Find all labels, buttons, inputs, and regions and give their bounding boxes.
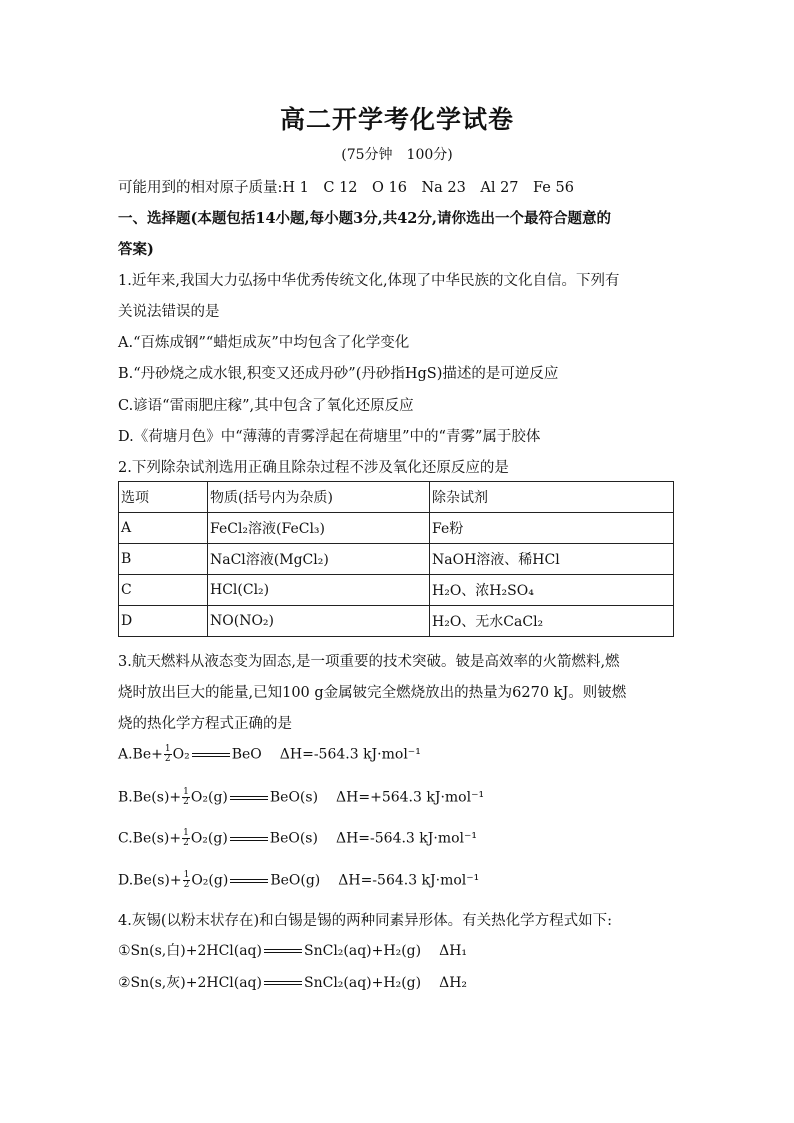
atomic-masses: 可能用到的相对原子质量:H 1 C 12 O 16 Na 23 Al 27 Fe 56 xyxy=(118,180,574,196)
table-cell: NaCl溶液(MgCl₂) xyxy=(208,544,430,575)
q2-table xyxy=(118,481,674,637)
fraction-half: $\frac{1}{2}$ xyxy=(183,787,189,807)
table-cell: NO(NO₂) xyxy=(208,606,430,637)
exam-duration-score: (75分钟 100分) xyxy=(341,147,453,163)
table-header: 物质(括号内为杂质) xyxy=(208,482,430,513)
q1-option-b: B.“丹砂烧之成水银,积变又还成丹砂”(丹砂指HgS)描述的是可逆反应 xyxy=(118,366,559,382)
table-cell: A xyxy=(119,513,208,544)
q3-stem: 3.航天燃料从液态变为固态,是一项重要的技术突破。铍是高效率的火箭燃料,燃 xyxy=(118,654,620,670)
equals-sign-icon xyxy=(230,879,268,883)
equals-sign-icon xyxy=(230,837,268,841)
table-row xyxy=(119,575,674,606)
q1-stem: 1.近年来,我国大力弘扬中华优秀传统文化,体现了中华民族的文化自信。下列有 xyxy=(118,273,620,289)
q4-equation-2: ②Sn(s,灰)+2HCl(aq) SnCl₂(aq)+H₂(g) ΔH₂ xyxy=(118,975,468,991)
table-header-row xyxy=(119,482,674,513)
table-cell: B xyxy=(119,544,208,575)
q3-option-d: D.Be(s)+ $\frac{1}{2}$ O₂(g) BeO(g) ΔH=-564.3 kJ·mol⁻¹ xyxy=(118,870,480,890)
equals-sign-icon xyxy=(264,949,302,953)
q2-stem: 2.下列除杂试剂选用正确且除杂过程不涉及氧化还原反应的是 xyxy=(118,460,509,476)
q1-stem-cont: 关说法错误的是 xyxy=(118,304,220,320)
q3-stem-cont2: 烧的热化学方程式正确的是 xyxy=(118,716,292,732)
q4-stem: 4.灰锡(以粉末状存在)和白锡是锡的两种同素异形体。有关热化学方程式如下: xyxy=(118,913,613,929)
q3-option-a: A.Be+ $\frac{1}{2}$ O₂ BeO ΔH=-564.3 kJ·mol⁻¹ xyxy=(118,744,421,764)
table-cell: HCl(Cl₂) xyxy=(208,575,430,606)
table-cell: FeCl₂溶液(FeCl₃) xyxy=(208,513,430,544)
table-cell: C xyxy=(119,575,208,606)
equals-sign-icon xyxy=(230,796,268,800)
page-title: 高二开学考化学试卷 xyxy=(279,105,514,134)
q3-option-c: C.Be(s)+ $\frac{1}{2}$ O₂(g) BeO(s) ΔH=-564.3 kJ·mol⁻¹ xyxy=(118,828,478,848)
q3-stem-cont: 烧时放出巨大的能量,已知100 g金属铍完全燃烧放出的热量为6270 kJ。则铍燃 xyxy=(118,685,627,701)
fraction-half: $\frac{1}{2}$ xyxy=(183,828,189,848)
q3-option-b: B.Be(s)+ $\frac{1}{2}$ O₂(g) BeO(s) ΔH=+564.3 kJ·mol⁻¹ xyxy=(118,787,485,807)
table-cell: Fe粉 xyxy=(430,513,674,544)
q4-equation-1: ①Sn(s,白)+2HCl(aq) SnCl₂(aq)+H₂(g) ΔH₁ xyxy=(118,943,468,959)
table-cell: D xyxy=(119,606,208,637)
fraction-half: $\frac{1}{2}$ xyxy=(164,744,171,764)
table-cell: H₂O、浓H₂SO₄ xyxy=(430,575,674,606)
table-row xyxy=(119,513,674,544)
table-header: 选项 xyxy=(119,482,208,513)
table-cell: H₂O、无水CaCl₂ xyxy=(430,606,674,637)
table-row xyxy=(119,606,674,637)
table-row xyxy=(119,544,674,575)
q1-option-d: D.《荷塘月色》中“薄薄的青雾浮起在荷塘里”中的“青雾”属于胶体 xyxy=(118,429,541,445)
table-cell: NaOH溶液、稀HCl xyxy=(430,544,674,575)
equals-sign-icon xyxy=(192,753,230,757)
section-heading: 一、选择题(本题包括14小题,每小题3分,共42分,请你选出一个最符合题意的 xyxy=(118,210,611,227)
table-header: 除杂试剂 xyxy=(430,482,674,513)
q1-option-a: A.“百炼成钢”“蜡炬成灰”中均包含了化学变化 xyxy=(118,335,410,351)
equals-sign-icon xyxy=(264,981,302,985)
fraction-half: $\frac{1}{2}$ xyxy=(183,870,190,890)
q1-option-c: C.谚语“雷雨肥庄稼”,其中包含了氧化还原反应 xyxy=(118,398,414,414)
section-heading-cont: 答案) xyxy=(118,241,154,258)
